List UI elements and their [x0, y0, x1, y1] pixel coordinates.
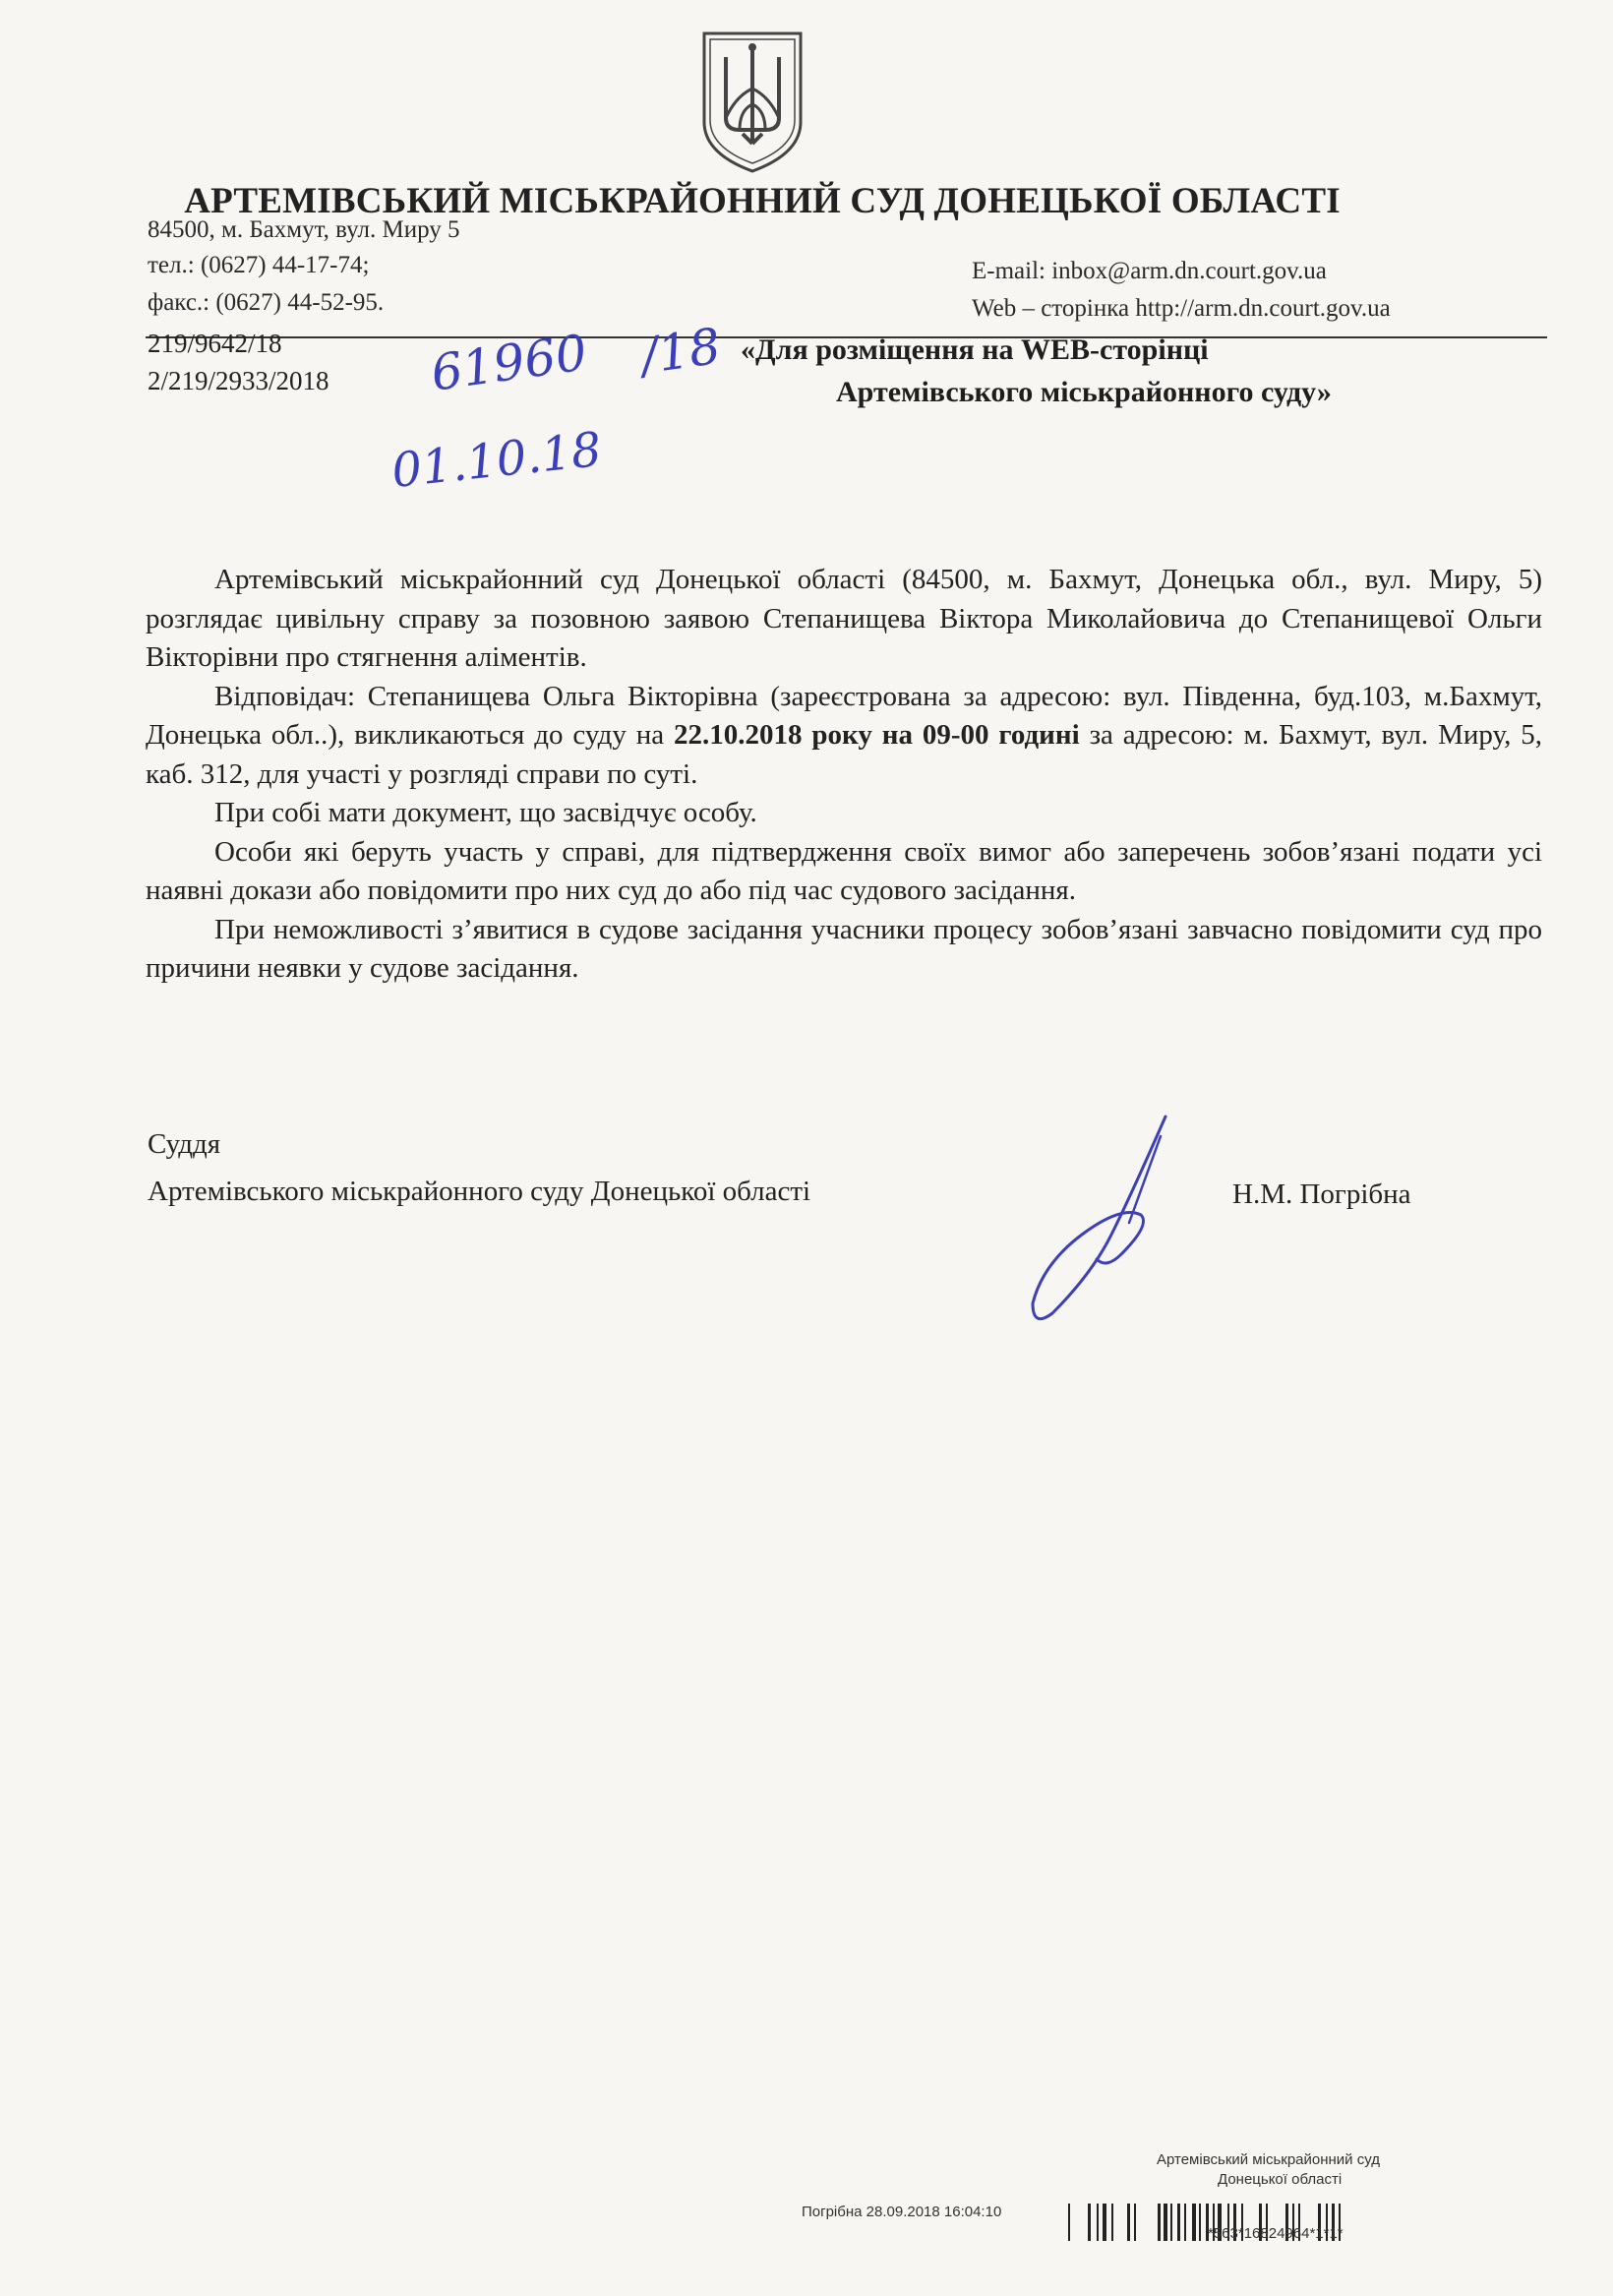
- handwritten-registration-number: 61960: [427, 324, 591, 402]
- court-address: 84500, м. Бахмут, вул. Миру 5: [148, 216, 460, 243]
- web-posting-note-line2: Артемівського міськрайонного суду»: [836, 376, 1332, 408]
- judge-name: Н.М. Погрібна: [1232, 1178, 1411, 1210]
- summons-body: [146, 561, 1542, 989]
- court-email: E-mail: inbox@arm.dn.court.gov.ua: [972, 258, 1327, 284]
- paragraph-case-description: Артемівський міськрайонний суд Донецької області (84500, м. Бахмут, Донецька обл., вул. Миру, 5) розглядає цивільну справу за позовною заявою Степанищева Віктора Миколайовича до Степанищевої Ольги Вікторівни про стягнення аліментів.: [146, 564, 1542, 673]
- judge-position: Артемівського міськрайонного суду Донецької області: [148, 1176, 811, 1207]
- court-website: Web – сторінка http://arm.dn.court.gov.ua: [972, 295, 1391, 322]
- web-posting-note-line1: «Для розміщення на WEB-сторінці: [741, 333, 1209, 366]
- barcode-text: *563*16824964*1*1*: [1208, 2225, 1344, 2242]
- court-phone: тел.: (0627) 44-17-74;: [148, 252, 370, 278]
- handwritten-date: 01.10.18: [388, 421, 605, 500]
- stamp-organization-line2: Донецької області: [1218, 2171, 1343, 2188]
- hearing-date-time: 22.10.2018 року на 09-00 годині: [674, 719, 1080, 751]
- case-number-primary: 219/9642/18: [148, 329, 282, 358]
- coat-of-arms-emblem: [696, 28, 808, 175]
- paragraph-defendant-summons: Відповідач: Степанищева Ольга Вікторівна (зареєстрована за адресою: вул. Південна, буд.103, м.Бахмут, Донецька обл..), викликаються до суду на 22.10.2018 року на 09-00 годині за адресою: м. Бахмут, вул. Миру, 5, каб. 312, для участі у розгляді справи по суті.: [146, 680, 1542, 790]
- judge-title: Суддя: [148, 1128, 221, 1160]
- stamp-organization-line1: Артемівський міськрайонний суд: [1157, 2151, 1380, 2168]
- court-fax: факс.: (0627) 44-52-95.: [148, 289, 385, 316]
- handwritten-signature: [1013, 1107, 1190, 1328]
- paragraph-id-document: При собі мати документ, що засвідчує особу.: [214, 797, 757, 828]
- case-number-secondary: 2/219/2933/2018: [148, 366, 329, 395]
- court-name-heading: АРТЕМІВСЬКИЙ МІСЬКРАЙОННИЙ СУД ДОНЕЦЬКОЇ ОБЛАСТІ: [184, 181, 1341, 221]
- paragraph-absence-notice: При неможливості з’явитися в судове засідання учасники процесу зобов’язані завчасно повідомити суд про причини неявки у судове засідання.: [146, 913, 1542, 984]
- handwritten-registration-suffix: /18: [637, 317, 725, 386]
- paragraph-evidence: Особи які беруть участь у справі, для підтвердження своїх вимог або заперечень зобов’язані подати усі наявні докази або повідомити про них суд до або під час судового засідання.: [146, 835, 1542, 906]
- electronic-signature-stamp: Погрібна 28.09.2018 16:04:10: [802, 2204, 1002, 2220]
